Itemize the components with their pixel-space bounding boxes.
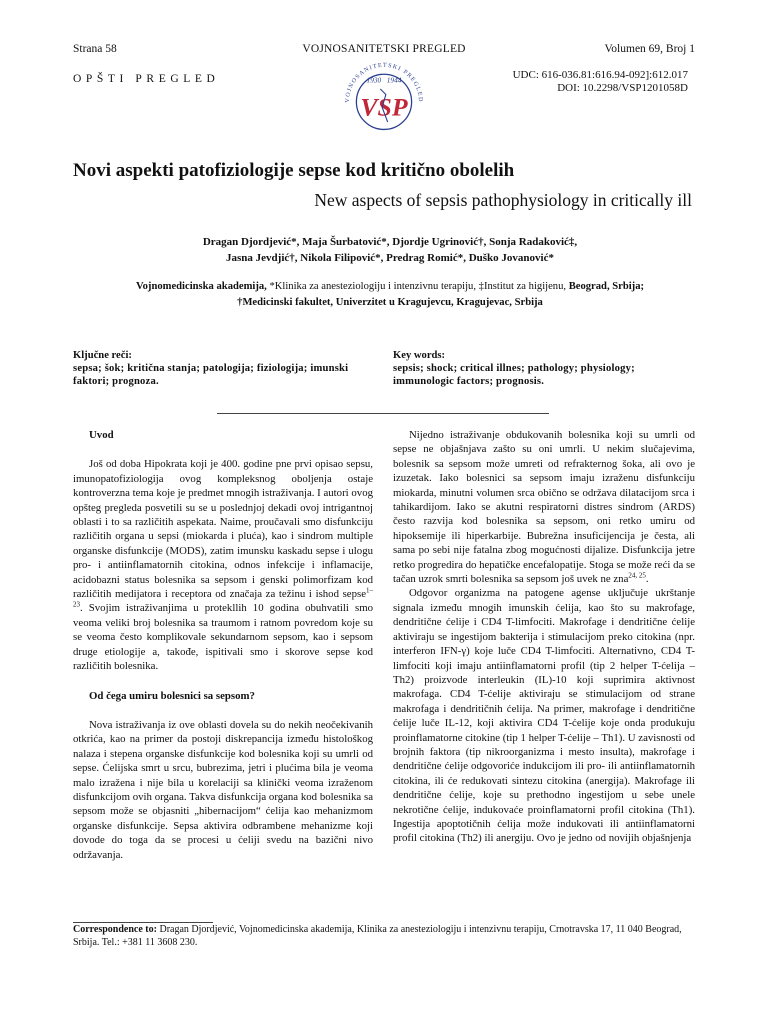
affil-city1: Beograd, Srbija; — [568, 281, 645, 292]
affil-org1: Vojnomedicinska akademija, — [135, 281, 267, 292]
affil-dept1: *Klinika za anesteziologiju i intenzivnu terapiju, ‡Institut za higijenu, — [266, 281, 569, 292]
keywords-sr-title: Ključne reči: — [73, 350, 132, 361]
citation-2: 24, 25 — [628, 571, 646, 580]
logo-year-right: 1944 — [386, 75, 402, 85]
paragraph-1: Još od doba Hipokrata koji je 400. godine pne prvi opisao sepsu, imunopatofiziologija ovog kompleksnog oboljenja ostaje kontroverzna tema koje je predmet mnogih istraživanja. I autori ovog opšteg pregleda posvetili su se u poslednjoj dekadi ovoj intrigantnoj oblasti i to sa različitih aspekata. Naime, proučavali smo disfunkciju različitih organa u sepsi (miokarda i pluća), kao i sindrom multiple organske disfunkcije (MODS), zatim imunsku kaskadu sepse i ulogu pro- i antiinflamatornih citokina, odnos infekcije i inflamacije, acidobazni status bolesnika sa sepsom i genski polimorfizam kod različitih medijatora i receptora od značaja za težinu i ishod sepse$^{1-23}$. Svojim istraživanjima u protekllih 10 godina obuhvatili smo veoma veliki broj bolesnika sa traumom i ratnom povredom koje su se veoma često komplikovale sekundarnom sepsom, kao i sepsom druge etiologije a, takođe, ispitivali smo i skorove sepse kod različitih bolesnika. — [73, 458, 373, 673]
keywords-en — [393, 349, 693, 388]
footnote-rule — [73, 922, 213, 923]
logo-letters: VSP — [360, 92, 408, 122]
running-header-page: Strana 58 — [73, 43, 117, 55]
logo-arc-text: VOJNOSANITETSKI PREGLED — [344, 62, 424, 103]
article-title-sr: Novi aspekti patofiziologije sepse kod kritično obolelih — [73, 160, 515, 181]
heading-umiru: Od čega umiru bolesnici sa sepsom? — [89, 689, 255, 702]
running-header-volume: Volumen 69, Broj 1 — [604, 43, 695, 55]
body-column-left — [73, 428, 373, 862]
author-list — [120, 234, 660, 266]
keywords-sr — [73, 349, 363, 388]
heading-uvod: Uvod — [89, 429, 114, 441]
affiliations — [120, 279, 660, 311]
citation-1: 1–23 — [73, 586, 373, 609]
divider-rule — [217, 413, 549, 414]
section-label: OPŠTI PREGLED — [73, 73, 220, 85]
affil-org2: †Medicinski fakultet, Univerzitet u Kragujevcu, Kragujevac, Srbija — [237, 297, 543, 308]
running-header-journal: VOJNOSANITETSKI PREGLED — [302, 43, 466, 55]
correspondence-text: Dragan Djordjević, Vojnomedicinska akademija, Klinika za anesteziologiju i intenzivnu terapiju, Crnotravska 17, 11 040 Beograd, Srbija. Tel.: +381 11 3608 230. — [73, 924, 682, 948]
svg-text:19301944 — [367, 76, 402, 85]
author-line-2: Jasna Jevdjić†, Nikola Filipović*, Predrag Romić*, Duško Jovanović* — [226, 252, 554, 264]
paragraph-3: Nijedno istraživanje obdukovanih bolesnika koji su umrli od sepse ne objašnjava zašto su oni umrli. U nekim slučajevima, bolesnik sa sepsom može umreti od refrakternog šoka, ali ovo je izuzetak. Iako bolesnici sa sepsom imaju izraženu disfunkciju miokarda, minutni volumen srca obično se održava dilatacijom srca i tahikardijom. Iako se akutni respiratorni distres sindrom (ARDS) često razvija kod bolesnika sa sepsom, oni retko umiru od hipoksemije ili hiperkarbije. Bubrežna insuficijencija je česta, ali sama po sebi nije fatalna zbog mogućnosti dijalize. Disfunkcija jetre retko progredira do hepatičke encefalopatije. Stoga se može reći da se tačan uzrok smrti bolesnika sa sepsom još uvek ne zna$^{24, 25}$. — [393, 429, 695, 586]
keywords-en-title: Key words: — [393, 350, 446, 361]
correspondence — [73, 924, 698, 949]
body-column-right — [393, 428, 695, 846]
paragraph-2: Nova istraživanja iz ove oblasti dovela su do nekih neočekivanih otkrića, kao na primer da postoji diskrepancija između histološkog nalaza i stepena organske disfunkcije kod bolesnika koji su umrli od sepse. Ćelijska smrt u srcu, bubrezima, jetri i plućima bila je veoma malo izražena i nije bila u korelaciji sa klinički veoma izraženom disfunkcijom ovih organa. Takva disfunkcija organa kod bolesnika sa sepsom može se objasniti „hibernacijom“ ćelija kao mehanizmom organske disfunkcije. Sepsa aktivira odbrambene mehanizme koji dovode do toga da se procesi u ćeliji svedu na bazični nivo održavanja. — [73, 718, 373, 861]
udc-code: UDC: 616-036.81:616.94-092]:612.017 — [512, 69, 688, 81]
udc-doi-block — [513, 69, 688, 95]
journal-logo — [338, 54, 430, 146]
keywords-en-text: sepsis; shock; critical illnes; pathology; physiology; immunologic factors; prognosis. — [393, 363, 635, 387]
paragraph-4: Odgovor organizma na patogene agense uključuje ukrštanje signala između mnogih imunskih ćelija, kao što su makrofage, dendritične ćelije i CD4 T-limfociti. Makrofage i dendritične ćelije aktiviraju se ingestijom bakterija i stimulacijom preko citokina (npr. interferon IFN-γ) koje luče CD4 T-limfociti. Alternativno, CD4 T-limfociti koji imaju antiinflamatorni profil (tip 2 helper T-ćelija – Th2) proizvode interleukin (IL)-10 koji suprimira aktivnost makrofaga. CD4 T-ćelije aktiviraju se stimulacijom od strane makrofaga i dendritičnih ćelija. Na primer, makrofage i dendritične ćelije luče IL-12, koji aktivira CD4 T-ćelije koje onda produkuju proinflamatorne citokine (tip 1 helper T-ćelije – Th1). U zavisnosti od brojnih faktora (tip nikroorganizma i mesto insulta), makrofage i dendritične ćelije odgovoriće indukcijom ili pro- ili antiinflamatornih citokina, ili će redukovati sintezu citokina (anergija). Makrofage ili dendritične ćelije, koje su prethodno ingestijom u sebe unele nekrotične ćelije, indukovaće proinflamatorni profil citokina (Th1). Ingestija apoptotičnih ćelija može indukovati ili antiinflamatorni profil citokina (Th2) ili anergiju. Ovo je jedno od novijih objašnjenja — [393, 587, 695, 845]
author-line-1: Dragan Djordjević*, Maja Šurbatović*, Djordje Ugrinović†, Sonja Radaković‡, — [202, 236, 578, 248]
correspondence-label: Correspondence to: — [73, 924, 157, 935]
article-title-en: New aspects of sepsis pathophysiology in critically ill — [314, 190, 692, 210]
logo-year-left: 1930 — [366, 75, 382, 85]
keywords-sr-text: sepsa; šok; kritična stanja; patologija; fiziologija; imunski faktori; prognoza. — [73, 363, 349, 387]
doi: DOI: 10.2298/VSP1201058D — [557, 82, 688, 94]
